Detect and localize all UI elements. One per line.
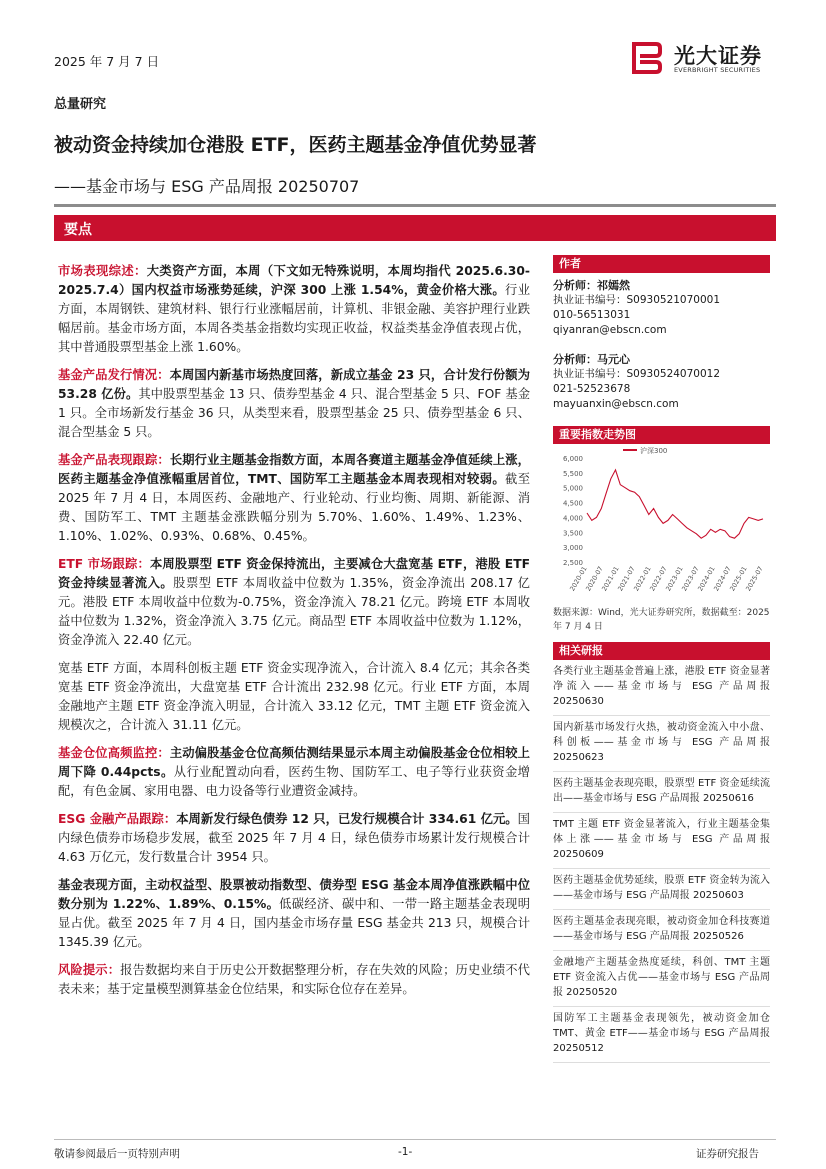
related-report-item[interactable]: 国防军工主题基金表现领先，被动资金加仓 TMT、黄金 ETF——基金市场与 ESG 产品周报 20250512: [553, 1007, 770, 1063]
author-name: 分析师：马元心: [553, 353, 630, 366]
paragraph-highlight: 大类资产方面，本周（下文如无特殊说明，本周均指代 2025.6.30-2025.7.4）国内权益市场涨势延续，沪深 300 上涨 1.54%，黄金价格大涨。: [58, 264, 530, 297]
report-subtitle: ——基金市场与 ESG 产品周报 20250707: [54, 177, 360, 196]
paragraph-highlight: 本周国内新基市场热度回落，新成立基金 23 只，合计发行份额为 53.28 亿份。: [58, 368, 530, 401]
related-report-item[interactable]: 金融地产主题基金热度延续，科创、TMT 主题 ETF 资金流入占优——基金市场与 ESG 产品周报 20250520: [553, 951, 770, 1007]
x-tick-label: 2025-01: [728, 565, 749, 593]
page-number: -1-: [398, 1146, 413, 1158]
logo-mark-icon: [626, 38, 666, 78]
related-report-item[interactable]: 医药主题基金表现亮眼，被动资金加仓科技赛道——基金市场与 ESG 产品周报 20250526: [553, 910, 770, 951]
paragraph-text: 其中股票型基金 13 只、债券型基金 4 只、混合型基金 5 只、FOF 基金 1 只。全市场新发行基金 36 只，从类型来看，股票型基金 25 只、债券型基金 6 只、混合型基金 5 只。: [58, 387, 531, 439]
paragraph-text: 国内绿色债券市场稳步发展，截至 2025 年 7 月 4 日，绿色债券市场累计发行规模合计 4.63 万亿元，发行数量合计 3954 只。: [58, 812, 530, 864]
author-email[interactable]: mayuanxin@ebscn.com: [553, 398, 679, 410]
paragraph-highlight: 基金表现方面，主动权益型、股票被动指数型、债券型 ESG 基金本周净值涨跌幅中位数分别为 1.22%、1.89%、0.15%。: [58, 878, 530, 911]
x-tick-label: 2020-07: [584, 565, 605, 593]
index-chart-svg: [553, 444, 770, 604]
risk-warning-paragraph: [58, 961, 530, 999]
index-chart: [553, 444, 770, 604]
x-tick-label: 2025-07: [744, 565, 765, 593]
section-header: [54, 215, 776, 241]
position-monitor-paragraph: [58, 744, 530, 801]
authors-header: 作者: [553, 255, 770, 273]
report-title: 被动资金持续加仓港股 ETF，医药主题基金净值优势显著: [54, 134, 537, 156]
author-phone: 010-56513031: [553, 309, 631, 321]
sidebar: [553, 255, 770, 1063]
paragraph-highlight: 主动偏股基金仓位高频估测结果显示本周主动偏股基金仓位相较上周下降 0.44pcts。: [58, 746, 530, 779]
y-tick-label: 4,000: [562, 514, 583, 523]
paragraph-highlight: 长期行业主题基金指数方面，本周各赛道主题基金净值延续上涨，医药主题基金净值涨幅重居首位，TMT、国防军工主题基金本周表现相对较弱。: [58, 453, 530, 486]
related-report-item[interactable]: 医药主题基金优势延续，股票 ETF 资金转为流入——基金市场与 ESG 产品周报 20250603: [553, 869, 770, 910]
paragraph-text: 低碳经济、碳中和、一带一路主题基金表现明显占优。截至 2025 年 7 月 4 日，国内基金市场存量 ESG 基金共 213 只，规模合计 1345.39 亿元。: [58, 897, 530, 949]
related-report-item[interactable]: 国内新基市场发行火热，被动资金流入中小盘、科创板——基金市场与 ESG 产品周报 20250623: [553, 716, 770, 772]
report-category: 总量研究: [54, 97, 107, 112]
related-report-item[interactable]: 各类行业主题基金普遍上涨，港股 ETF 资金显著净流入——基金市场与 ESG 产品周报 20250630: [553, 660, 770, 716]
esg-products-paragraph: [58, 810, 530, 867]
esg-fund-paragraph: [58, 876, 530, 952]
paragraph-text: 股票型 ETF 本周收益中位数为 1.35%，资金净流出 208.17 亿元。港股 ETF 本周收益中位数为-0.75%，资金净流入 78.21 亿元。跨境 ETF 本周收益中位数为 1.32%，资金净流入 3.75 亿元。商品型 ETF 本周收益中位数为 1.12%，资金净流入 22.40 亿元。: [58, 576, 530, 647]
fund-performance-paragraph: [58, 451, 530, 546]
author-email[interactable]: qiyanran@ebscn.com: [553, 324, 667, 336]
paragraph-text: 报告数据均来自于历史公开数据整理分析，存在失效的风险；历史业绩不代表未来；基于定量模型测算基金仓位结果，和实际仓位存在差异。: [58, 963, 530, 996]
paragraph-label: 风险提示：: [58, 963, 121, 977]
paragraph-highlight: 本周新发行绿色债券 12 只，已发行规模合计 334.61 亿元。: [176, 812, 518, 826]
x-tick-label: 2022-01: [632, 565, 653, 593]
logo-text: 光大证券: [674, 44, 762, 68]
y-tick-label: 6,000: [562, 455, 583, 463]
paragraph-label: 基金仓位高频监控：: [58, 746, 170, 760]
paragraph-text: 从行业配置动向看，医药生物、国防军工、电子等行业获资金增配，有色金属、家用电器、电力设备等行业遭资金减持。: [58, 765, 530, 798]
chart-source: 数据来源：Wind，光大证券研究所，数据截至：2025 年 7 月 4 日: [553, 608, 770, 632]
logo-english-text: EVERBRIGHT SECURITIES: [674, 66, 761, 74]
x-tick-label: 2023-07: [680, 565, 701, 593]
section-title: 要点: [64, 222, 92, 238]
author-cert: 执业证书编号：S0930521070001: [553, 294, 721, 306]
y-tick-label: 3,000: [562, 544, 583, 553]
y-tick-label: 5,500: [562, 469, 583, 478]
fund-issuance-paragraph: [58, 366, 530, 442]
chart-header: 重要指数走势图: [553, 426, 770, 444]
x-tick-label: 2024-07: [712, 565, 733, 593]
related-header: 相关研报: [553, 642, 770, 660]
footer-disclaimer: 敬请参阅最后一页特别声明: [54, 1148, 180, 1160]
author-name: 分析师：祁嫣然: [553, 279, 630, 292]
series-line: [587, 470, 763, 538]
author-card: [553, 278, 770, 338]
author-phone: 021-52523678: [553, 383, 631, 395]
y-tick-label: 3,500: [562, 529, 583, 538]
paragraph-text: 截至 2025 年 7 月 4 日，本周医药、金融地产、行业轮动、行业均衡、周期、新能源、消费、国防军工、TMT 主题基金涨跌幅分别为 5.70%、1.60%、1.49%、1.23%、1.10%、1.02%、0.93%、0.68%、0.45%。: [58, 472, 530, 543]
footer-divider: [54, 1139, 776, 1140]
related-reports-list: [553, 660, 770, 1063]
author-card: [553, 352, 770, 412]
y-tick-label: 2,500: [562, 559, 583, 567]
paragraph-label: 市场表现综述：: [58, 264, 147, 278]
market-summary-paragraph: [58, 262, 530, 357]
paragraph-highlight: 本周股票型 ETF 资金保持流出，主要减仓大盘宽基 ETF，港股 ETF 资金持续显著流入。: [58, 557, 530, 590]
company-logo: [626, 38, 776, 78]
y-tick-label: 5,000: [562, 484, 583, 493]
report-date: 2025 年 7 月 7 日: [54, 54, 160, 69]
x-tick-label: 2021-01: [600, 565, 621, 593]
related-report-item[interactable]: TMT 主题 ETF 资金显著流入，行业主题基金集体上涨——基金市场与 ESG 产品周报 20250609: [553, 813, 770, 869]
footer-report-type: 证券研究报告: [696, 1148, 759, 1160]
etf-tracking-paragraph: [58, 555, 530, 650]
header-divider: [54, 204, 776, 207]
paragraph-text: 行业方面，本周钢铁、建筑材料、银行行业涨幅居前，计算机、非银金融、美容护理行业跌幅居前。基金市场方面，本周各类基金指数均实现正收益，权益类基金净值表现占优，其中普通股票型基金上涨 1.60%。: [58, 283, 530, 354]
x-tick-label: 2023-01: [664, 565, 685, 593]
author-cert: 执业证书编号：S0930524070012: [553, 368, 721, 380]
x-tick-label: 2022-07: [648, 565, 669, 593]
paragraph-text: 宽基 ETF 方面，本周科创板主题 ETF 资金实现净流入，合计流入 8.4 亿元；其余各类宽基 ETF 资金净流出，大盘宽基 ETF 合计流出 232.98 亿元。行业 ETF 方面，本周金融地产主题 ETF 资金净流入明显，合计流入 33.12 亿元，TMT 主题 ETF 资金流入规模次之，合计流入 31.11 亿元。: [58, 661, 530, 732]
y-tick-label: 4,500: [562, 499, 583, 508]
x-tick-label: 2020-01: [568, 565, 589, 593]
legend-label: 沪深300: [640, 447, 668, 455]
broad-etf-paragraph: [58, 659, 530, 735]
related-report-item[interactable]: 医药主题基金表现亮眼，股票型 ETF 资金延续流出——基金市场与 ESG 产品周报 20250616: [553, 772, 770, 813]
paragraph-label: ETF 市场跟踪：: [58, 557, 150, 571]
main-content: [58, 262, 530, 1008]
x-tick-label: 2024-01: [696, 565, 717, 593]
x-tick-label: 2021-07: [616, 565, 637, 593]
paragraph-label: 基金产品发行情况：: [58, 368, 170, 382]
paragraph-label: ESG 金融产品跟踪：: [58, 812, 177, 826]
paragraph-label: 基金产品表现跟踪：: [58, 453, 170, 467]
